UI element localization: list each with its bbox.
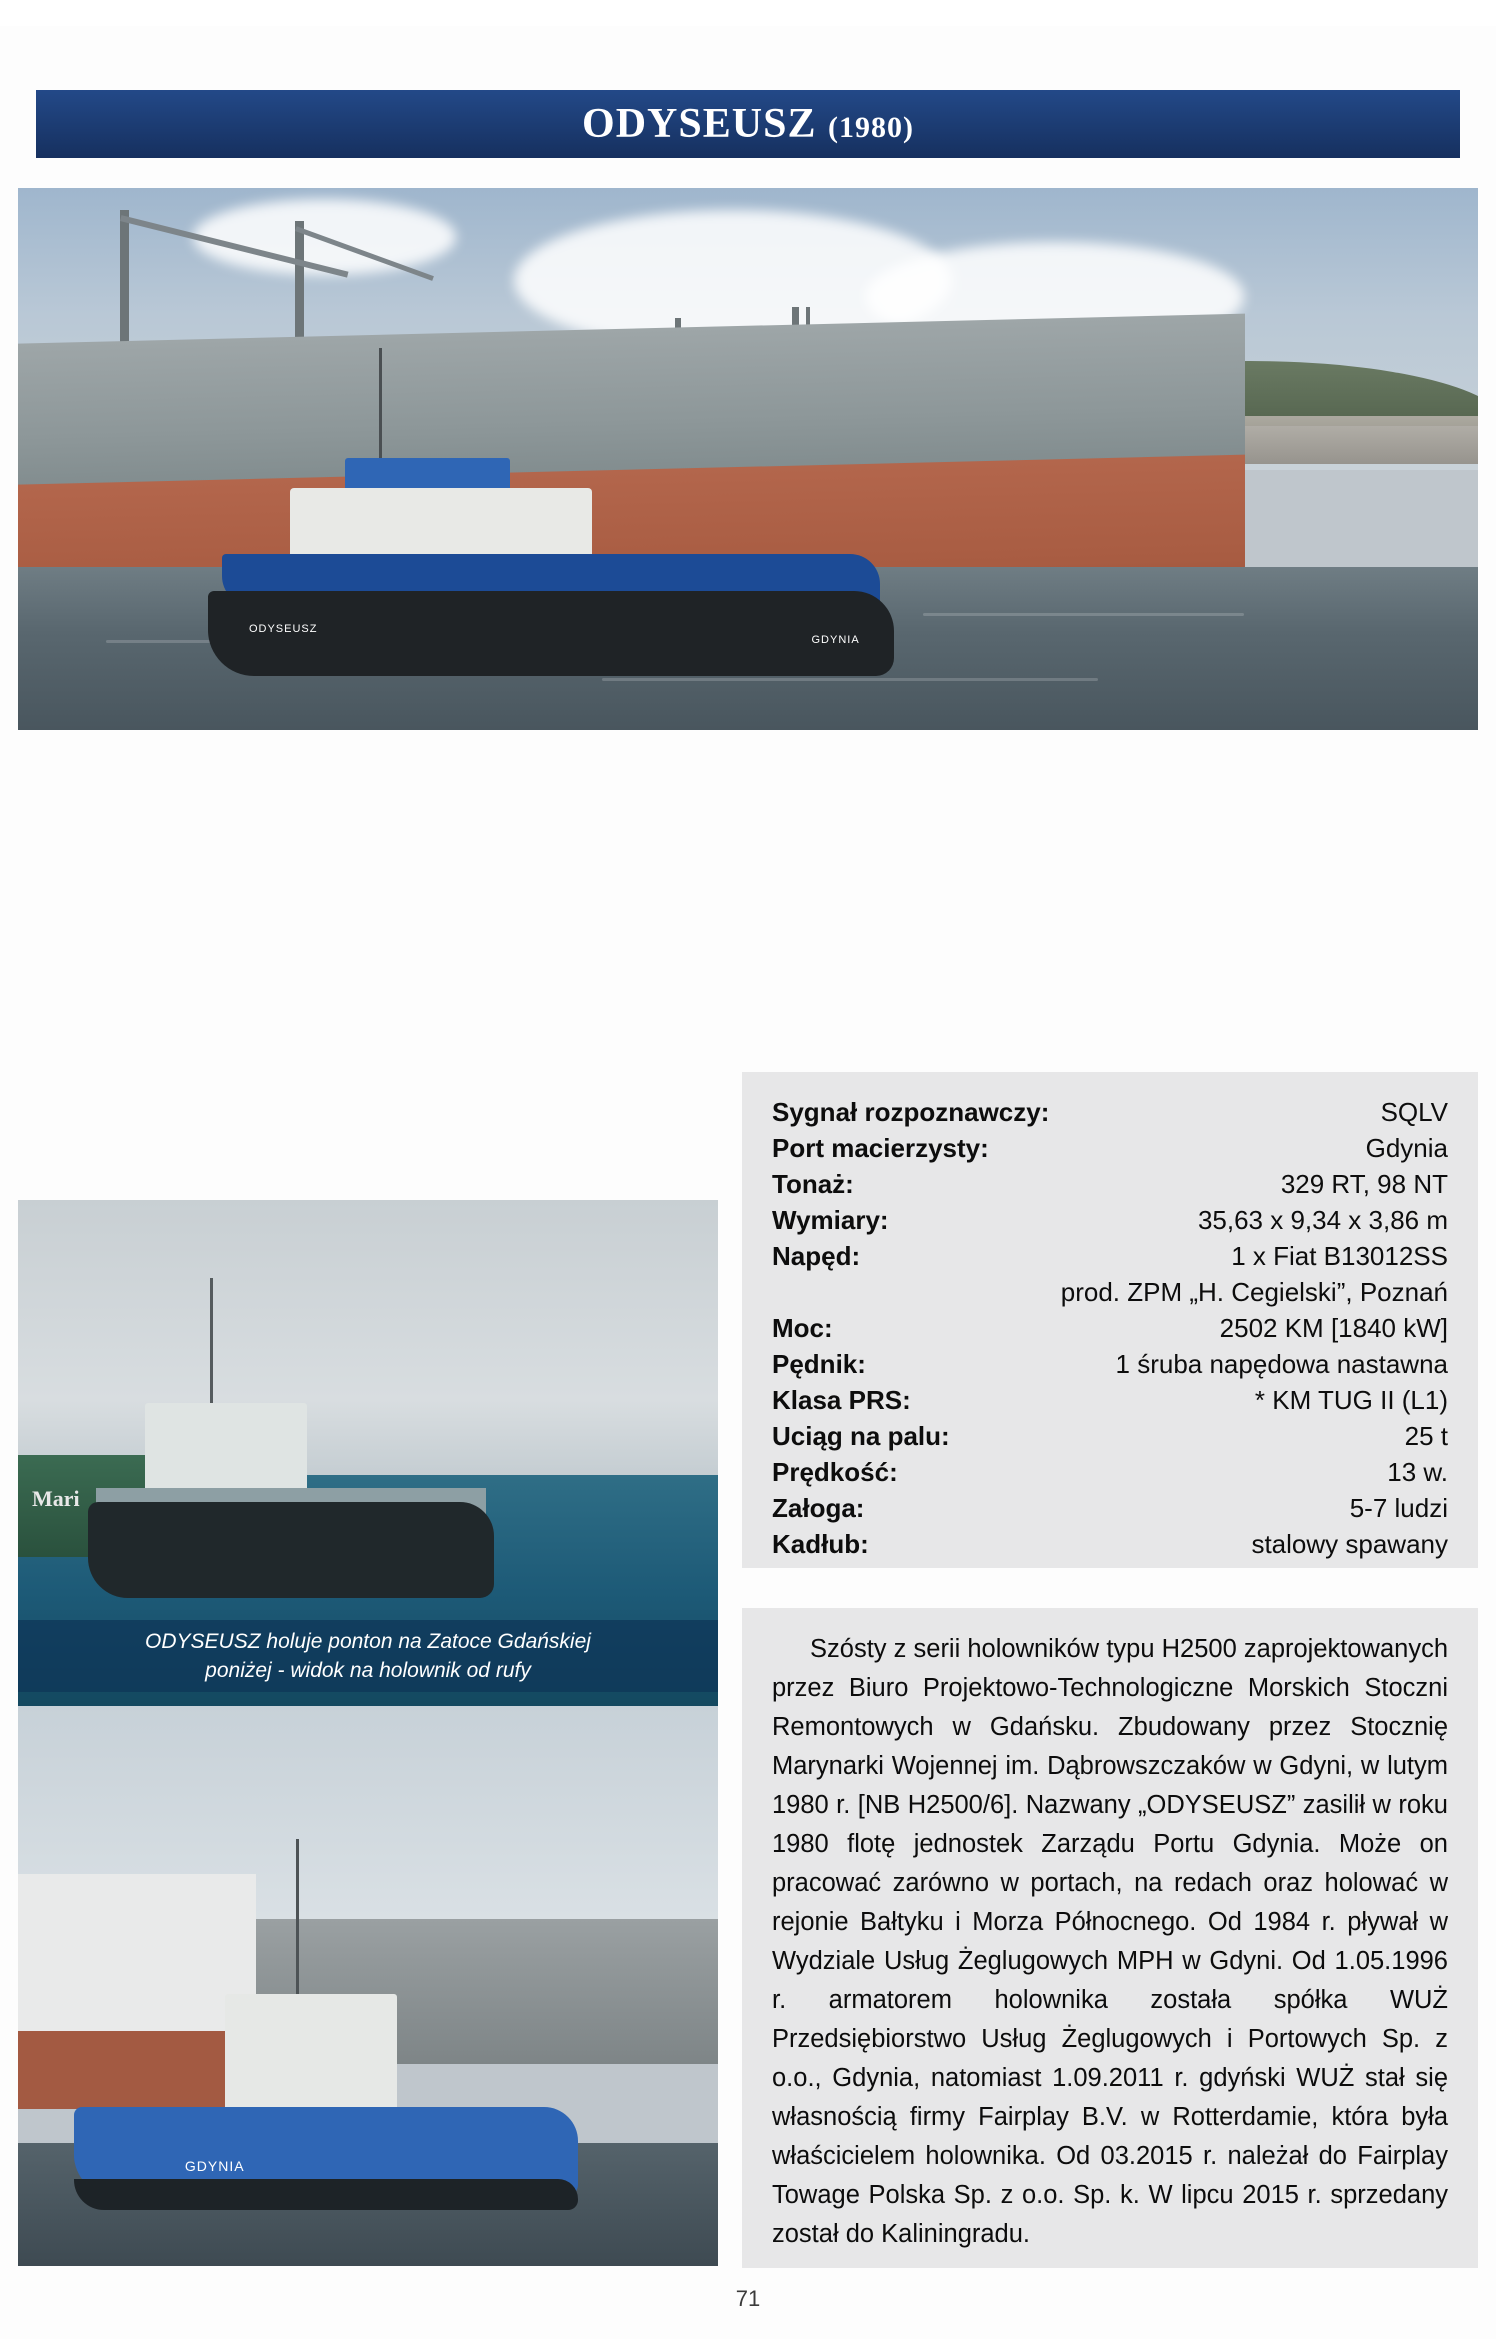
spec-row: [772, 1382, 1448, 1418]
page-top-margin: [0, 0, 1496, 26]
page-title-bar: [36, 90, 1460, 158]
spec-value: 329 RT, 98 NT: [1280, 1169, 1448, 1199]
spec-label: Uciąg na palu:: [772, 1421, 950, 1451]
spec-label: Wymiary:: [772, 1205, 889, 1235]
spec-label: Klasa PRS:: [772, 1385, 911, 1415]
water-ripple: [602, 678, 1098, 681]
spec-value: * KM TUG II (L1): [1254, 1385, 1448, 1415]
spec-value: 2502 KM [1840 kW]: [1219, 1313, 1448, 1343]
caption-line-2: poniżej - widok na holownik od rufy: [205, 1659, 531, 1682]
photo-tug-stern-view: [18, 1706, 718, 2266]
page-title: [582, 100, 914, 148]
spec-value: Gdynia: [1365, 1133, 1448, 1163]
spec-label: Prędkość:: [772, 1457, 898, 1487]
hull-name-text: ODYSEUSZ: [248, 623, 318, 636]
spec-value: 25 t: [1404, 1421, 1448, 1451]
spec-row: [772, 1346, 1448, 1382]
spec-label: Kadłub:: [772, 1529, 869, 1559]
spec-label: Port macierzysty:: [772, 1133, 989, 1163]
spec-row: [772, 1526, 1448, 1562]
specifications-panel: [742, 1072, 1478, 1568]
hull-dark: [74, 2179, 578, 2210]
hull-dark: [88, 1502, 494, 1597]
spec-row: [772, 1490, 1448, 1526]
spec-row: [772, 1454, 1448, 1490]
description-paragraph: Szósty z serii holowników typu H2500 zaprojektowanych przez Biuro Projektowo-Technologiczne Morskich Stoczni Remontowych w Gdańsku. Zbudowany przez Stocznię Marynarki Wojennej im. Dąbrowszczaków w Gdyni, w lutym 1980 r. [NB H2500/6]. Nazwany „ODYSEUSZ” zasilił w roku 1980 flotę jednostek Zarządu Portu Gdynia. Może on pracować zarówno w portach, na redach oraz holować w rejonie Bałtyku i Morza Północnego. Od 1984 r. pływał w Wydziale Usług Żeglugowych MPH w Gdyni. Od 1.05.1996 r. armatorem holownika została spółka WUŻ Przedsiębiorstwo Usług Żeglugowych i Portowych Sp. z o.o., Gdynia, natomiast 1.09.2011 r. gdyński WUŻ stał się własnością firmy Fairplay B.V. w Rotterdamie, która była właścicielem holownika. Od 03.2015 r. należał do Fairplay Towage Polska Sp. z o.o. Sp. k. W lipcu 2015 r. sprzedany został do Kaliningradu.: [772, 1635, 1448, 2248]
superstructure: [225, 1994, 396, 2112]
superstructure: [145, 1403, 307, 1491]
water-ripple: [923, 613, 1244, 616]
spec-row: [772, 1130, 1448, 1166]
spec-value: 5-7 ludzi: [1349, 1493, 1448, 1523]
hull-port-text: GDYNIA: [184, 2157, 245, 2174]
spec-value: SQLV: [1380, 1097, 1448, 1127]
spec-value: 13 w.: [1387, 1457, 1448, 1487]
tug-odyseusz: [74, 1952, 578, 2210]
ship-name: ODYSEUSZ: [582, 101, 817, 147]
spec-row: [772, 1202, 1448, 1238]
spec-label: Tonaż:: [772, 1169, 854, 1199]
spec-value: 1 śruba napędowa nastawna: [1115, 1349, 1448, 1379]
spec-row: [772, 1418, 1448, 1454]
spec-label: Sygnał rozpoznawczy:: [772, 1097, 1050, 1127]
photo-main: [18, 188, 1478, 730]
spec-row: [772, 1310, 1448, 1346]
page-number: 71: [735, 2286, 761, 2311]
spec-label: Moc:: [772, 1313, 833, 1343]
ship-year: (1980): [827, 111, 914, 144]
mast: [210, 1278, 213, 1407]
caption-line-1: ODYSEUSZ holuje ponton na Zatoce Gdańskiej: [145, 1630, 591, 1653]
spec-row: [772, 1238, 1448, 1274]
spec-label: Napęd:: [772, 1241, 861, 1271]
pontoon-label: Mari: [32, 1485, 80, 1511]
spec-value: 1 x Fiat B13012SS: [1231, 1241, 1448, 1271]
spec-value: stalowy spawany: [1251, 1529, 1448, 1559]
spec-value: 35,63 x 9,34 x 3,86 m: [1197, 1205, 1448, 1235]
spec-row-continuation: prod. ZPM „H. Cegielski”, Poznań: [1060, 1277, 1448, 1307]
mast: [296, 1839, 299, 1999]
tug-odyseusz: [88, 1414, 494, 1598]
tug-odyseusz: [208, 492, 894, 676]
spec-label: Załoga:: [772, 1493, 865, 1523]
photo-caption: [18, 1620, 718, 1692]
hull-port-text: GDYNIA: [811, 634, 860, 647]
spec-row: [772, 1094, 1448, 1130]
spec-label: Pędnik:: [772, 1349, 866, 1379]
spec-row: [772, 1166, 1448, 1202]
description-panel: [742, 1608, 1478, 2268]
